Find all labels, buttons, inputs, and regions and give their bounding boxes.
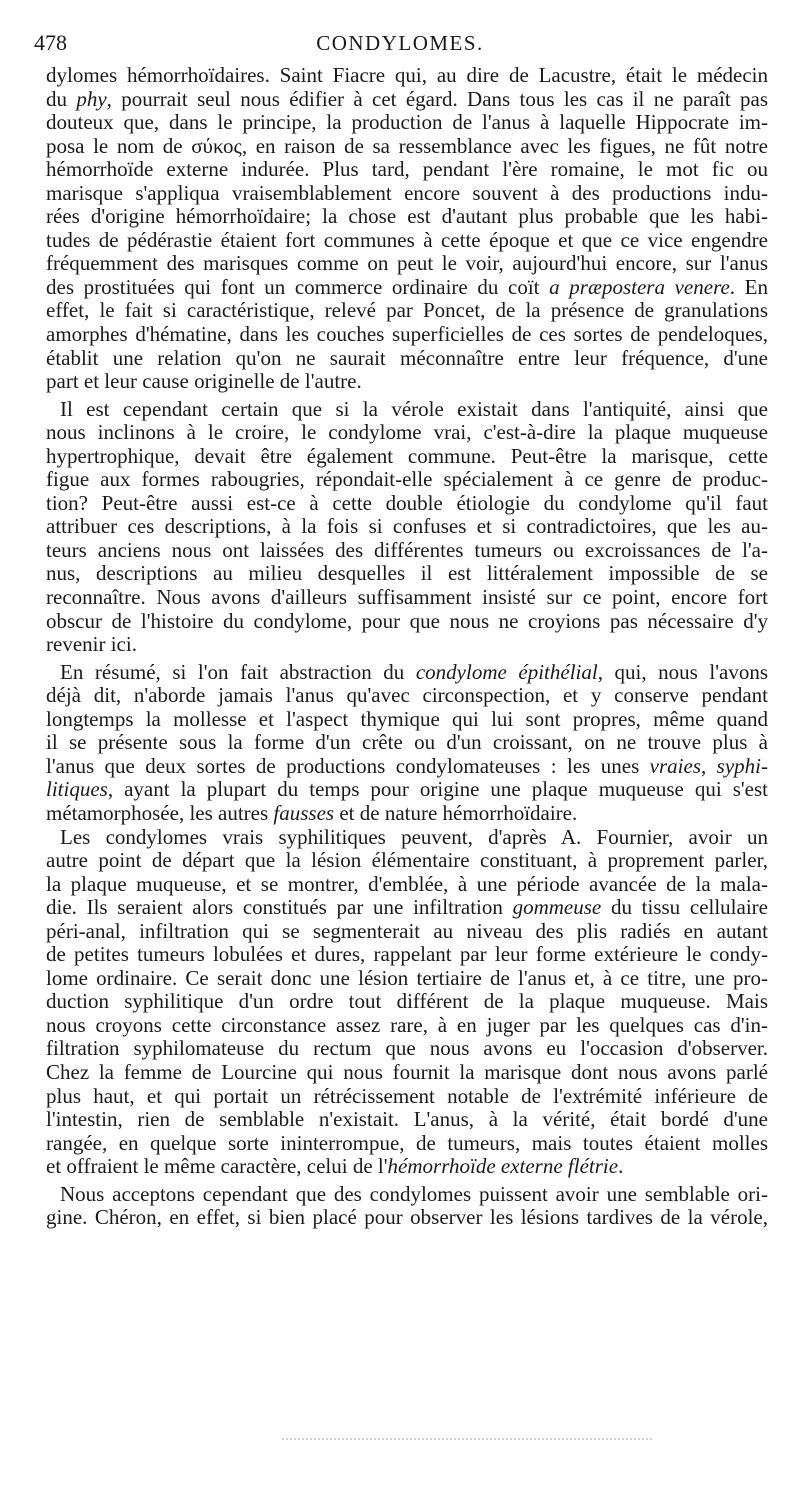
- page-header: [34, 30, 766, 56]
- text-line: hypertrophique, devait être également commune. Peut-être la marisque, cette: [46, 444, 768, 468]
- text-line: nous inclinons à le croire, le condylome vrai, c'est-à-dire la plaque muqueuse: [46, 421, 768, 445]
- text-line: gine. Chéron, en effet, si bien placé pour observer les lésions tardives de la vérole,: [46, 1206, 768, 1230]
- text-line: hémorrhoïde externe indurée. Plus tard, pendant l'ère romaine, le mot fic ou: [46, 158, 768, 182]
- text-line: figue aux formes rabougries, répondait-elle spécialement à ce genre de produc-: [46, 468, 768, 492]
- text-line: de petites tumeurs lobulées et dures, rappelant par leur forme extérieure le condy-: [46, 943, 768, 967]
- text-line: amorphes d'hématine, dans les couches superficielles de ces sortes de pendeloques,: [46, 323, 768, 347]
- text-line: reconnaître. Nous avons d'ailleurs suffisamment insisté sur ce point, encore fort: [46, 586, 768, 610]
- text-line: rées d'origine hémorrhoïdaire; la chose est d'autant plus probable que les habi-: [46, 205, 768, 229]
- text-line: nous croyons cette circonstance assez rare, à en juger par les quelques cas d'in-: [46, 1013, 768, 1037]
- running-head: CONDYLOMES.: [316, 31, 484, 55]
- text-line: il se présente sous la forme d'un crête ou d'un croissant, on ne trouve plus à: [46, 731, 768, 755]
- text-line: autre point de départ que la lésion élémentaire constituant, à proprement parler,: [46, 849, 768, 873]
- text-line: lome ordinaire. Ce serait donc une lésion tertiaire de l'anus et, à ce titre, une pro-: [46, 966, 768, 990]
- text-line: l'anus que deux sortes de productions condylomateuses : les unes vraies, syphi-: [46, 754, 768, 778]
- text-line: plus haut, et qui portait un rétrécissement notable de l'extrémité inférieure de: [46, 1084, 768, 1108]
- text-line: duction syphilitique d'un ordre tout différent de la plaque muqueuse. Mais: [46, 990, 768, 1014]
- text-line: marisque s'appliqua vraisemblablement encore souvent à des productions indu-: [46, 181, 768, 205]
- text-line: filtration syphilomateuse du rectum que nous avons eu l'occasion d'observer.: [46, 1037, 768, 1061]
- text-line: obscur de l'histoire du condylome, pour que nous ne croyions pas nécessaire d'y: [46, 609, 768, 633]
- text-line: déjà dit, n'aborde jamais l'anus qu'avec circonspection, et y conserve pendant: [46, 684, 768, 708]
- page-number: 478: [34, 30, 67, 55]
- text-line: tudes de pédérastie étaient fort communes à cette époque et que ce vice engendre: [46, 228, 768, 252]
- paragraph-2: [46, 398, 768, 657]
- paragraph-5: [46, 1183, 768, 1230]
- text-line: rangée, en quelque sorte ininterrompue, de tumeurs, mais toutes étaient molles: [46, 1131, 768, 1155]
- text-line: établit une relation qu'on ne saurait méconnaître entre leur fréquence, d'une: [46, 346, 768, 370]
- text-line: dylomes hémorrhoïdaires. Saint Fiacre qui, au dire de Lacustre, était le médecin: [46, 64, 768, 87]
- text-line: revenir ici.: [46, 633, 137, 657]
- text-line: des prostituées qui font un commerce ordinaire du coït a præpostera venere. En: [46, 275, 768, 299]
- text-line: die. Ils seraient alors constitués par une infiltration gommeuse du tissu cellulaire: [46, 896, 768, 920]
- body-text: [46, 64, 768, 1230]
- text-line: l'intestin, rien de semblable n'existait. L'anus, à la vérité, était bordé d'une: [46, 1108, 768, 1132]
- text-line: posa le nom de σύκος, en raison de sa ressemblance avec les figues, ne fût notre: [46, 134, 768, 158]
- text-line: métamorphosée, les autres fausses et de nature hémorrhoïdaire.: [46, 801, 578, 825]
- text-line: Les condylomes vrais syphilitiques peuvent, d'après A. Fournier, avoir un: [60, 825, 768, 849]
- text-line: part et leur cause originelle de l'autre.: [46, 370, 362, 394]
- text-line: et offraient le même caractère, celui de l'hémorrhoïde externe flétrie.: [46, 1155, 624, 1179]
- paragraph-3: [46, 661, 768, 826]
- text-line: Nous acceptons cependant que des condylomes puissent avoir une semblable ori-: [60, 1182, 768, 1206]
- text-line: la plaque muqueuse, et se montrer, d'emblée, à une période avancée de la mala-: [46, 872, 768, 896]
- text-line: effet, le fait si caractéristique, relevé par Poncet, de la présence de granulations: [46, 299, 768, 323]
- text-line: attribuer ces descriptions, à la fois si confuses et si contradictoires, que les au-: [46, 515, 768, 539]
- text-line: teurs anciens nous ont laissées des différentes tumeurs ou excroissances de l'a-: [46, 538, 768, 562]
- text-line: Chez la femme de Lourcine qui nous fournit la marisque dont nous avons parlé: [46, 1060, 768, 1084]
- text-line: tion? Peut-être aussi est-ce à cette double étiologie du condylome qu'il faut: [46, 491, 768, 515]
- paragraph-1: [46, 64, 768, 394]
- text-line: péri-anal, infiltration qui se segmenterait au niveau des plis radiés en autant: [46, 919, 768, 943]
- text-line: nus, descriptions au milieu desquelles il est littéralement impossible de se: [46, 562, 768, 586]
- faint-print-trace: [282, 1438, 652, 1445]
- text-line: fréquemment des marisques comme on peut le voir, aujourd'hui encore, sur l'anus: [46, 252, 768, 276]
- text-line: longtemps la mollesse et l'aspect thymique qui lui sont propres, même quand: [46, 707, 768, 731]
- text-line: du phy, pourrait seul nous édifier à cet égard. Dans tous les cas il ne paraît pas: [46, 87, 768, 111]
- text-line: Il est cependant certain que si la vérole existait dans l'antiquité, ainsi que: [60, 397, 768, 421]
- paragraph-4: [46, 826, 768, 1179]
- text-line: douteux que, dans le principe, la production de l'anus à laquelle Hippocrate im-: [46, 111, 768, 135]
- text-line: En résumé, si l'on fait abstraction du condylome épithélial, qui, nous l'avons: [60, 660, 768, 684]
- text-line: litiques, ayant la plupart du temps pour origine une plaque muqueuse qui s'est: [46, 778, 768, 802]
